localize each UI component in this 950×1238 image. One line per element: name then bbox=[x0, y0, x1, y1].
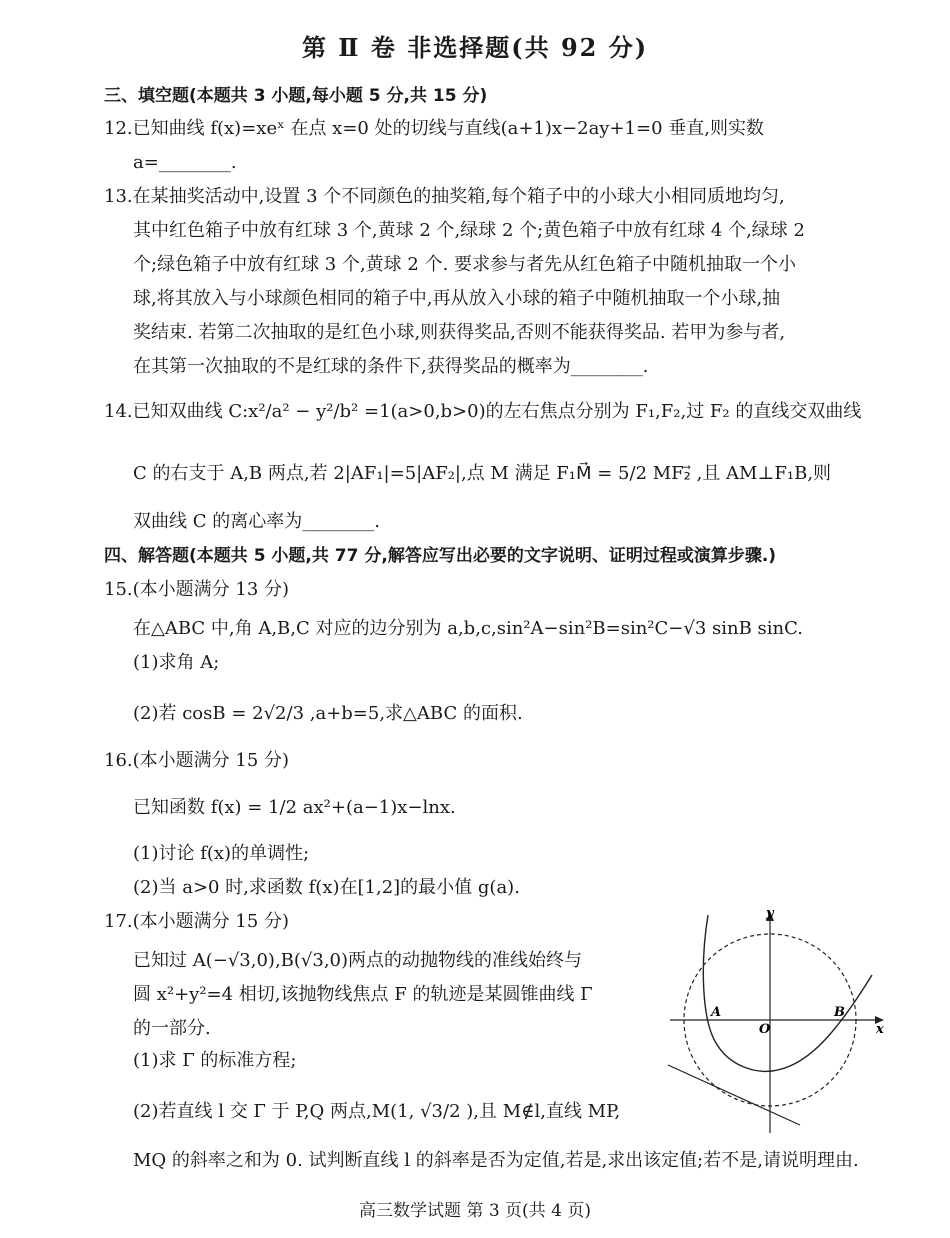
figure-label-y: y bbox=[766, 906, 774, 921]
figure-label-o: O bbox=[759, 1022, 771, 1037]
q13-line-1: 13.在某抽奖活动中,设置 3 个不同颜色的抽奖箱,每个箱子中的小球大小相同质地均匀, bbox=[104, 186, 785, 207]
q17-part-2: (2)若直线 l 交 Γ 于 P,Q 两点,M(1, √3/2 ),且 M∉l,直线 MP, bbox=[133, 1101, 621, 1122]
section-3-heading: 三、填空题(本题共 3 小题,每小题 5 分,共 15 分) bbox=[104, 86, 488, 106]
q14-line-1: 14.已知双曲线 C:x²/a² − y²/b² =1(a>0,b>0)的左右焦点分别为 F₁,F₂,过 F₂ 的直线交双曲线 bbox=[104, 401, 862, 422]
q12-line-2: a=________. bbox=[133, 152, 237, 173]
figure-label-a: A bbox=[711, 1005, 722, 1020]
q14-line-2: C 的右支于 A,B 两点,若 2|AF₁|=5|AF₂|,点 M 满足 F₁M⃗ = 5/2 MF₂⃗ ,且 AM⊥F₁B,则 bbox=[133, 463, 832, 484]
q14-line-3: 双曲线 C 的离心率为________. bbox=[133, 511, 380, 532]
q17-line-1: 已知过 A(−√3,0),B(√3,0)两点的动抛物线的准线始终与 bbox=[133, 950, 583, 971]
q15-line-1: 在△ABC 中,角 A,B,C 对应的边分别为 a,b,c,sin²A−sin²B=sin²C−√3 sinB sinC. bbox=[133, 618, 803, 639]
section-4-heading: 四、解答题(本题共 5 小题,共 77 分,解答应写出必要的文字说明、证明过程或演算步骤.) bbox=[104, 546, 777, 566]
q17-figure bbox=[664, 905, 894, 1135]
q13-line-2: 其中红色箱子中放有红球 3 个,黄球 2 个,绿球 2 个;黄色箱子中放有红球 4 个,绿球 2 bbox=[133, 220, 805, 241]
q16-part-1: (1)讨论 f(x)的单调性; bbox=[133, 843, 310, 864]
q12-line-1: 12.已知曲线 f(x)=xeˣ 在点 x=0 处的切线与直线(a+1)x−2ay+1=0 垂直,则实数 bbox=[104, 118, 764, 139]
figure-line bbox=[668, 1065, 800, 1125]
q16-part-2: (2)当 a>0 时,求函数 f(x)在[1,2]的最小值 g(a). bbox=[133, 877, 520, 898]
figure-label-x: x bbox=[876, 1022, 884, 1037]
q17-line-4: MQ 的斜率之和为 0. 试判断直线 l 的斜率是否为定值,若是,求出该定值;若不是,请说明理由. bbox=[133, 1150, 859, 1171]
q17-header: 17.(本小题满分 15 分) bbox=[104, 911, 290, 932]
figure-label-b: B bbox=[834, 1005, 845, 1020]
page-footer: 高三数学试题 第 3 页(共 4 页) bbox=[359, 1201, 591, 1221]
q13-line-6: 在其第一次抽取的不是红球的条件下,获得奖品的概率为________. bbox=[133, 356, 649, 377]
q17-part-1: (1)求 Γ 的标准方程; bbox=[133, 1050, 297, 1071]
q15-part-2: (2)若 cosB = 2√2/3 ,a+b=5,求△ABC 的面积. bbox=[133, 703, 523, 724]
q17-line-2: 圆 x²+y²=4 相切,该抛物线焦点 F 的轨迹是某圆锥曲线 Γ bbox=[133, 984, 593, 1005]
q15-part-1: (1)求角 A; bbox=[133, 652, 220, 673]
q17-line-3: 的一部分. bbox=[133, 1018, 211, 1039]
q15-header: 15.(本小题满分 13 分) bbox=[104, 579, 290, 600]
figure-curve bbox=[703, 915, 872, 1071]
q13-line-4: 球,将其放入与小球颜色相同的箱子中,再从放入小球的箱子中随机抽取一个小球,抽 bbox=[133, 288, 781, 309]
page-title: 第 Ⅱ 卷 非选择题(共 92 分) bbox=[301, 33, 649, 62]
q16-header: 16.(本小题满分 15 分) bbox=[104, 750, 290, 771]
q13-line-5: 奖结束. 若第二次抽取的是红色小球,则获得奖品,否则不能获得奖品. 若甲为参与者, bbox=[133, 322, 786, 343]
q16-line-1: 已知函数 f(x) = 1/2 ax²+(a−1)x−lnx. bbox=[133, 797, 456, 818]
q13-line-3: 个;绿色箱子中放有红球 3 个,黄球 2 个. 要求参与者先从红色箱子中随机抽取一个小 bbox=[133, 254, 797, 275]
